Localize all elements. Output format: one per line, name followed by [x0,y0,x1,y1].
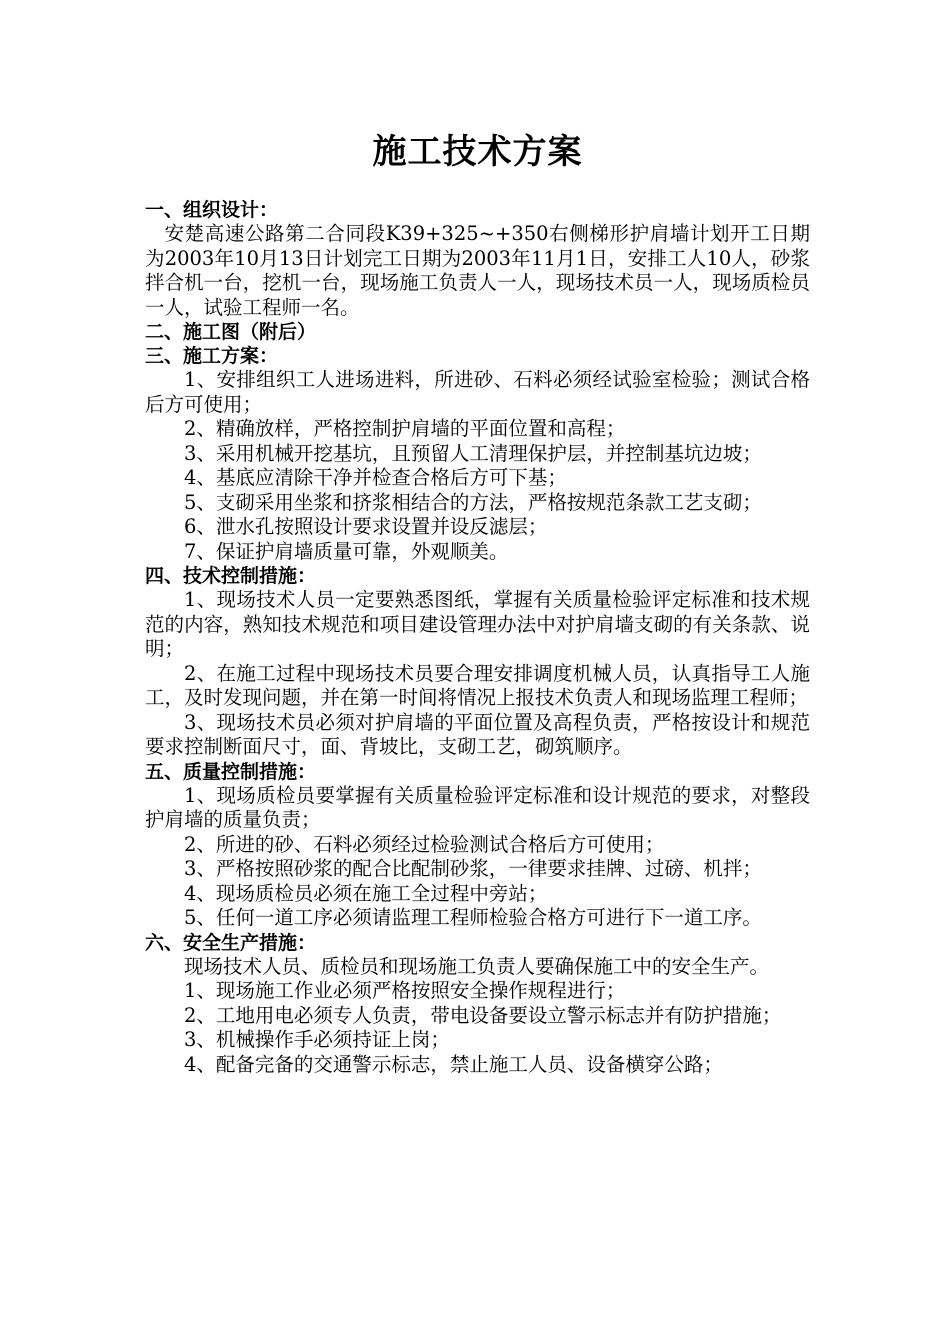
section-heading: 四、技术控制措施： [145,565,317,587]
section-drawings [145,320,810,344]
paragraph: 安楚高速公路第二合同段K39+325~+350右侧梯形护肩墙计划开工日期为2003年10月13日计划完工日期为2003年11月1日，安排工人10人，砂浆拌合机一台，挖机一台，现场施工负责人一人，现场技术员一人，现场质检员一人，试验工程师一名。 [145,222,810,319]
section-organization [145,198,810,320]
list-item: 1、现场质检员要掌握有关质量检验评定标准和设计规范的要求，对整段护肩墙的质量负责； [145,783,810,831]
list-item: 4、现场质检员必须在施工全过程中旁站； [184,881,548,905]
section-construction-plan [145,344,810,564]
list-item: 4、基底应清除干净并检查合格后方可下基； [184,466,567,489]
section-safety [145,931,810,1078]
document-title: 施工技术方案 [372,132,583,172]
list-item: 5、支砌采用坐浆和挤浆相结合的方法，严格按规范条款工艺支砌； [184,490,762,514]
list-item: 5、任何一道工序必须请监理工程师检验合格方可进行下一道工序。 [184,906,762,929]
list-item: 1、安排组织工人进场进料，所进砂、石料必须经试验室检验；测试合格后方可使用； [145,368,810,416]
list-item: 2、精确放样，严格控制护肩墙的平面位置和高程； [184,417,626,440]
paragraph: 现场技术人员、质检员和现场施工负责人要确保施工中的安全生产。 [184,954,770,978]
document-body [145,132,810,1077]
section-heading: 二、施工图（附后） [145,321,317,343]
list-item: 1、现场技术人员一定要熟悉图纸，掌握有关质量检验评定标准和技术规范的内容，熟知技术规范和项目建设管理办法中对护肩墙支砌的有关条款、说明； [145,588,810,660]
list-item: 2、所进的砂、石料必须经过检验测试合格后方可使用； [184,832,665,856]
list-item: 3、现场技术员必须对护肩墙的平面位置及高程负责，严格按设计和规范要求控制断面尺寸，面、背坡比，支砌工艺，砌筑顺序。 [145,710,810,758]
section-technical-control [145,564,810,760]
list-item: 7、保证护肩墙质量可靠，外观顺美。 [184,539,509,563]
list-item: 6、泄水孔按照设计要求设置并设反滤层； [184,515,548,538]
section-quality-control [145,760,810,931]
list-item: 1、现场施工作业必须严格按照安全操作规程进行； [184,979,626,1002]
section-heading: 一、组织设计： [145,199,279,221]
list-item: 2、在施工过程中现场技术员要合理安排调度机械人员，认真指导工人施工，及时发现问题，并在第一时间将情况上报技术负责人和现场监理工程师； [145,661,810,709]
section-heading: 五、质量控制措施： [145,760,317,783]
list-item: 4、配备完备的交通警示标志，禁止施工人员、设备横穿公路； [184,1052,723,1076]
list-item: 2、工地用电必须专人负责，带电设备要设立警示标志并有防护措施； [184,1003,782,1027]
section-heading: 三、施工方案： [145,345,279,367]
list-item: 3、严格按照砂浆的配合比配制砂浆，一律要求挂牌、过磅、机拌； [184,857,762,880]
section-heading: 六、安全生产措施： [145,931,317,954]
list-item: 3、采用机械开挖基坑，且预留人工清理保护层，并控制基坑边坡； [184,441,762,465]
list-item: 3、机械操作手必须持证上岗； [184,1028,450,1051]
